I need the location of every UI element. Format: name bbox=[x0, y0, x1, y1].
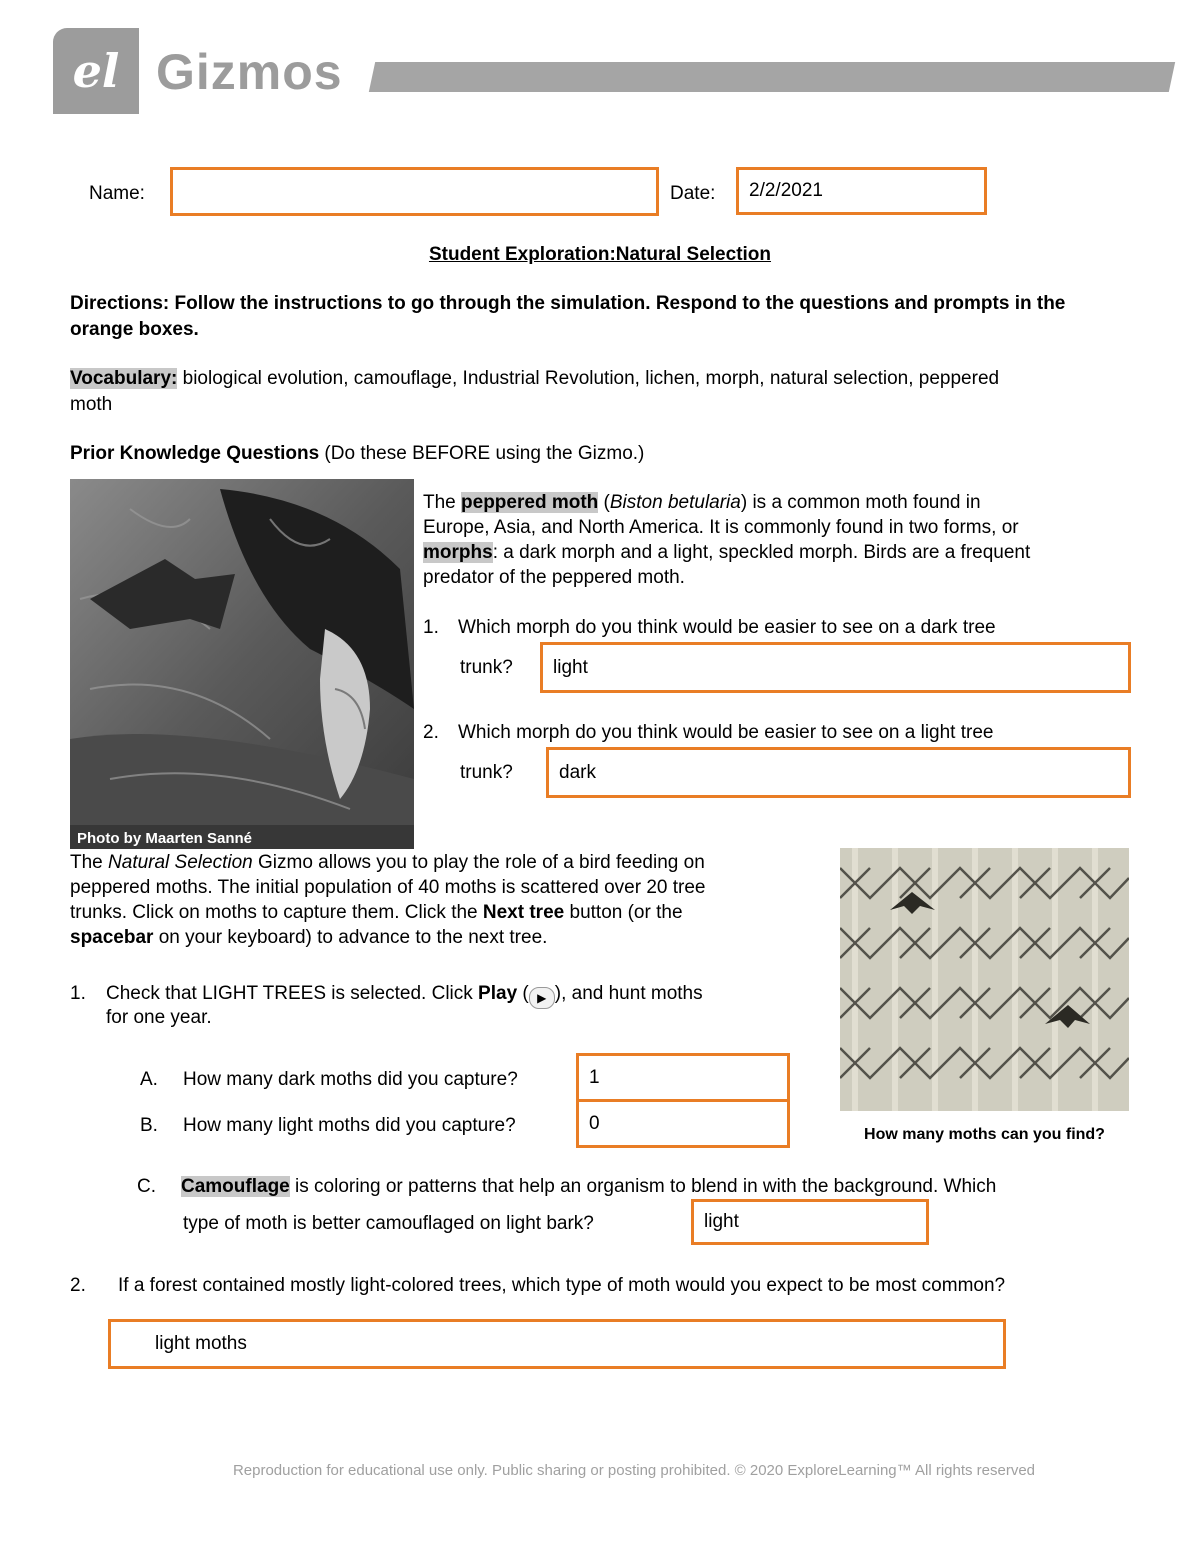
q1-text: Check that LIGHT TREES is selected. Click Play ( ▶ ), and hunt moths bbox=[106, 981, 806, 1009]
q1a-letter: A. bbox=[140, 1069, 158, 1090]
prior-q1-text-cont: trunk? bbox=[460, 657, 513, 678]
gizmo-intro-paragraph: The Natural Selection Gizmo allows you to play the role of a bird feeding on peppered moths. The initial population of 40 moths is scattered over 20 tree trunks. Click on moths to capture them. Click the Next tree button (or the spacebar on your keyboard) to advance to the next tree. bbox=[70, 852, 706, 948]
q1-number: 1. bbox=[70, 983, 86, 1004]
date-field[interactable]: 2/2/2021 bbox=[736, 167, 987, 215]
vocabulary bbox=[70, 366, 1140, 391]
term-peppered-moth: peppered moth bbox=[461, 492, 599, 513]
play-icon: ▶ bbox=[529, 987, 555, 1009]
vocabulary-label: Vocabulary: bbox=[70, 368, 178, 389]
peppered-moth-photo bbox=[70, 479, 414, 849]
q1b-answer[interactable]: 0 bbox=[576, 1099, 790, 1148]
prior-heading: Prior Knowledge Questions bbox=[70, 443, 320, 464]
date-label: Date: bbox=[670, 183, 716, 204]
logo-glyph: el bbox=[72, 44, 120, 98]
camouflage-tree-image bbox=[840, 848, 1129, 1111]
name-label: Name: bbox=[89, 183, 145, 204]
prior-q2-text-cont: trunk? bbox=[460, 762, 513, 783]
q1c-text-cont: type of moth is better camouflaged on light bark? bbox=[183, 1213, 594, 1234]
q1a-answer[interactable]: 1 bbox=[576, 1053, 790, 1102]
prior-q1-answer[interactable]: light bbox=[540, 642, 1131, 693]
q1c-letter: C. bbox=[137, 1176, 156, 1197]
gizmos-logo bbox=[53, 28, 139, 114]
q1c-answer[interactable]: light bbox=[691, 1199, 929, 1245]
term-morphs: morphs bbox=[423, 542, 493, 563]
page-title: Student Exploration:Natural Selection bbox=[428, 244, 772, 265]
prior-q1-text: Which morph do you think would be easier to see on a dark tree bbox=[458, 617, 996, 638]
q2-answer[interactable]: light moths bbox=[108, 1319, 1006, 1369]
prior-note: (Do these BEFORE using the Gizmo.) bbox=[319, 443, 645, 464]
q1a-text: How many dark moths did you capture? bbox=[183, 1069, 518, 1090]
brand-title: Gizmos bbox=[156, 44, 343, 100]
q2-text: If a forest contained mostly light-colored trees, which type of moth would you expect to be most common? bbox=[118, 1275, 1006, 1296]
prior-q2-number: 2. bbox=[423, 722, 439, 743]
prior-q2-answer[interactable]: dark bbox=[546, 747, 1131, 798]
term-camouflage: Camouflage bbox=[181, 1176, 290, 1197]
vocabulary-text: biological evolution, camouflage, Industrial Revolution, lichen, morph, natural selection, peppered bbox=[177, 368, 1000, 389]
footer-text: Reproduction for educational use only. Public sharing or posting prohibited. © 2020 ExploreLearning™ All rights reserved bbox=[232, 1462, 1036, 1479]
vocabulary-text-cont: moth bbox=[70, 394, 113, 415]
photo-credit: Photo by Maarten Sanné bbox=[77, 830, 253, 847]
camouflage-caption: How many moths can you find? bbox=[864, 1126, 1105, 1143]
q2-number: 2. bbox=[70, 1275, 86, 1296]
q1b-letter: B. bbox=[140, 1115, 158, 1136]
header-bar bbox=[369, 62, 1175, 92]
prior-q2-text: Which morph do you think would be easier to see on a light tree bbox=[458, 722, 994, 743]
q1b-text: How many light moths did you capture? bbox=[183, 1115, 516, 1136]
directions-text: Directions: Follow the instructions to go through the simulation. Respond to the questions and prompts in the orange boxes. bbox=[70, 293, 1066, 340]
q1c-text: Camouflage is coloring or patterns that help an organism to blend in with the background. Which bbox=[181, 1176, 997, 1197]
prior-knowledge-heading bbox=[70, 441, 644, 466]
prior-q1-number: 1. bbox=[423, 617, 439, 638]
name-field[interactable] bbox=[170, 167, 659, 216]
q1-text-cont: for one year. bbox=[106, 1007, 212, 1028]
intro-paragraph: The peppered moth (Biston betularia) is a common moth found in Europe, Asia, and North America. It is commonly found in two forms, or morphs: a dark morph and a light, speckled morph. Birds are a frequent predator of the peppered moth. bbox=[423, 492, 1031, 588]
